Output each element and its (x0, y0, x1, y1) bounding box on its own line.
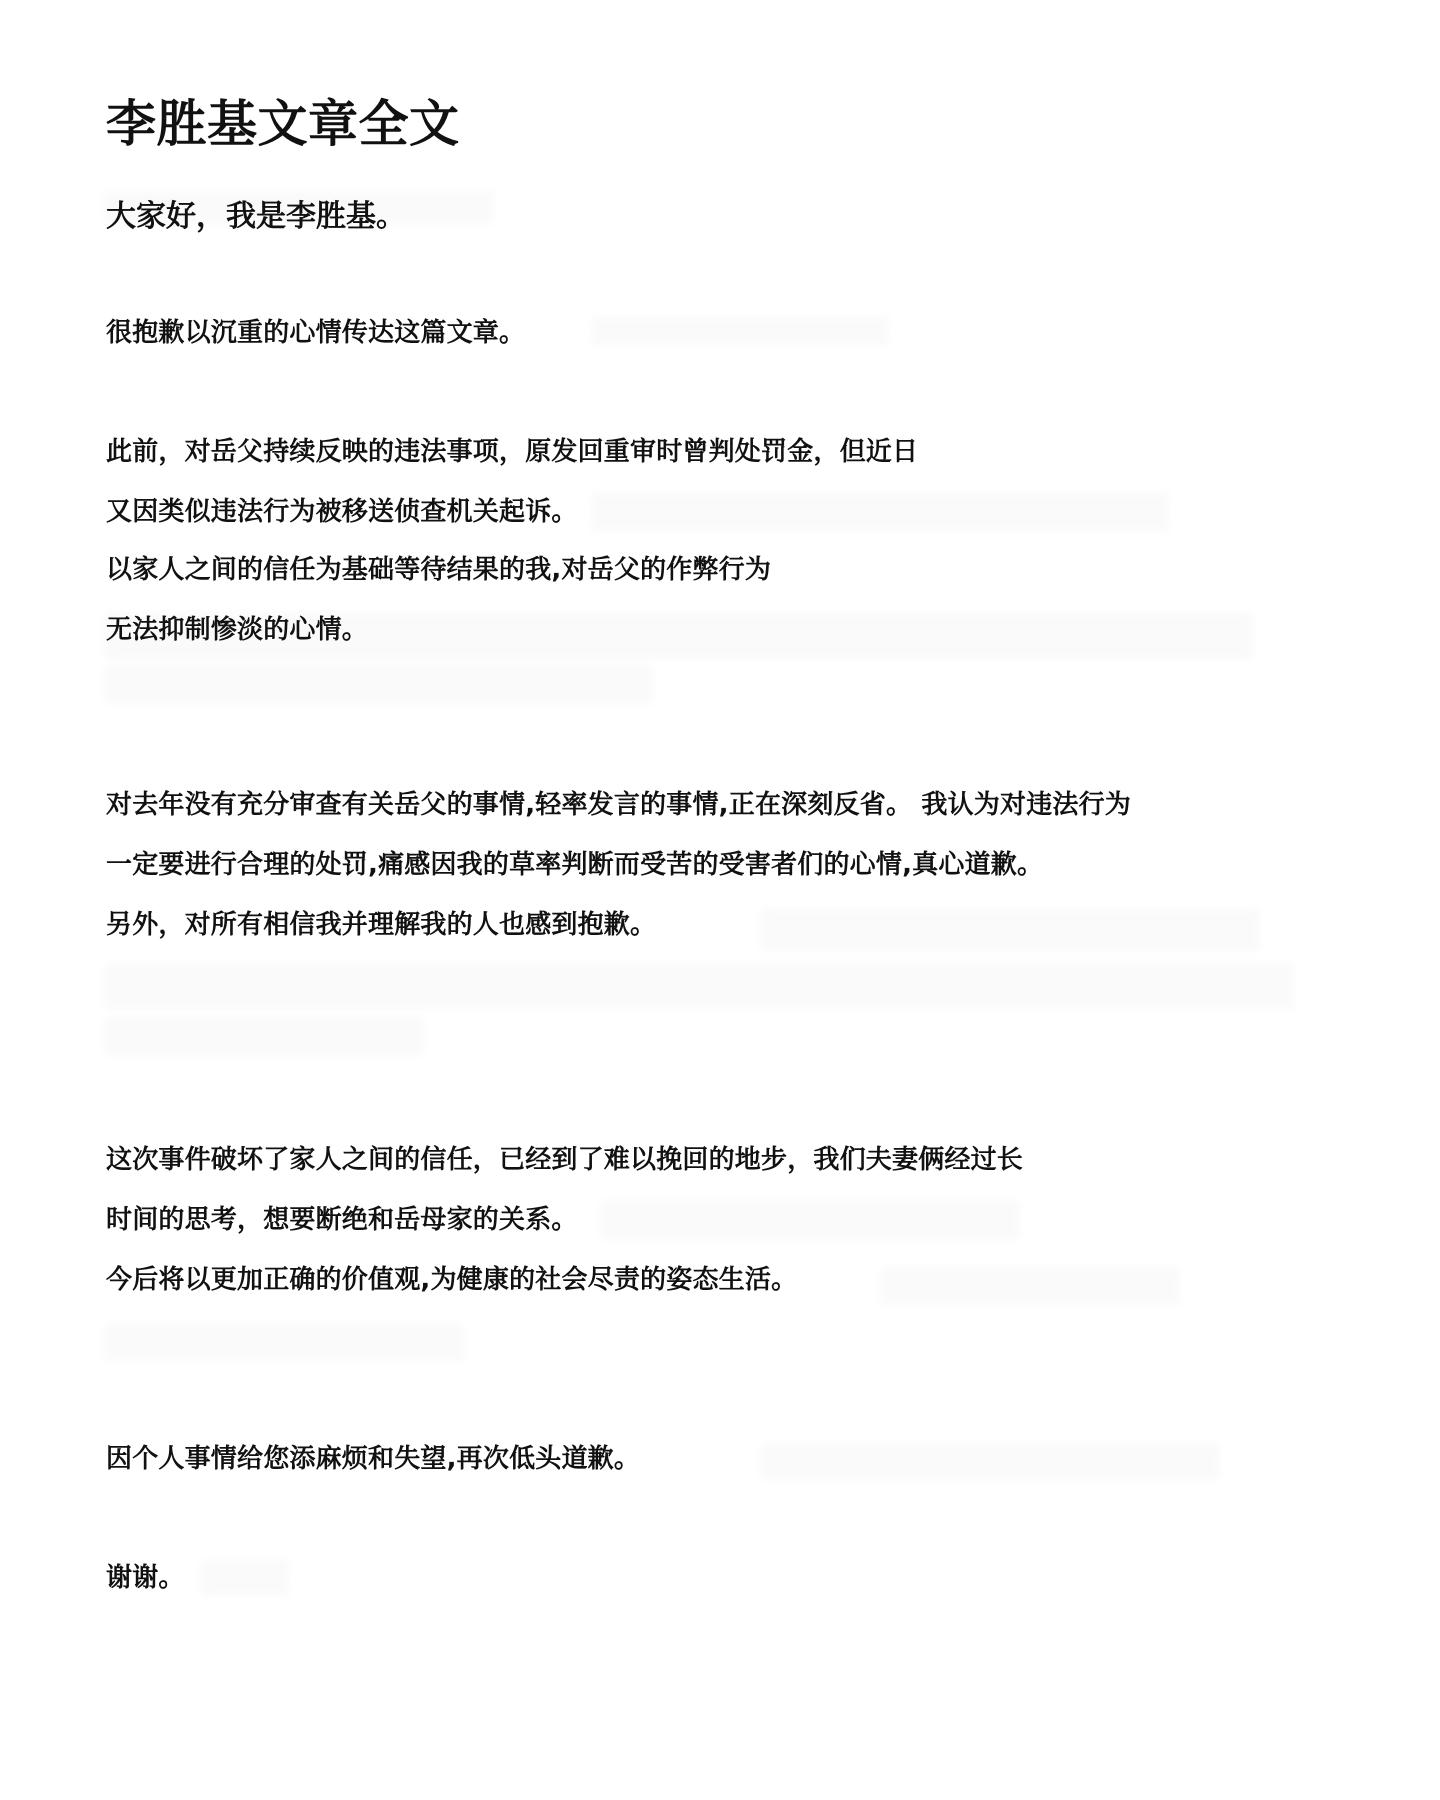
faded-text-remnant (590, 492, 1170, 532)
faded-text-remnant (200, 1560, 290, 1596)
paragraph-line: 因个人事情给您添麻烦和失望,再次低头道歉。 (106, 1444, 641, 1474)
paragraph-line: 今后将以更加正确的价值观,为健康的社会尽责的姿态生活。 (106, 1265, 798, 1295)
paragraph-line: 另外，对所有相信我并理解我的人也感到抱歉。 (106, 910, 657, 940)
faded-text-remnant (590, 316, 890, 346)
document-title: 李胜基文章全文 (106, 95, 460, 153)
greeting-line: 大家好，我是李胜基。 (106, 199, 406, 234)
faded-text-remnant (104, 664, 654, 704)
faded-text-remnant (760, 908, 1260, 952)
faded-text-remnant (880, 1266, 1180, 1306)
faded-text-remnant (760, 1442, 1220, 1480)
paragraph-line: 此前，对岳父持续反映的违法事项，原发回重审时曾判处罚金，但近日 (106, 437, 919, 467)
paragraph-line: 又因类似违法行为被移送侦查机关起诉。 (106, 497, 578, 527)
paragraph-line: 以家人之间的信任为基础等待结果的我,对岳父的作弊行为 (106, 555, 772, 585)
closing-line: 谢谢。 (106, 1563, 185, 1593)
paragraph-line: 对去年没有充分审查有关岳父的事情,轻率发言的事情,正在深刻反省。 我认为对违法行为 (106, 790, 1132, 820)
paragraph-line: 很抱歉以沉重的心情传达这篇文章。 (106, 318, 526, 348)
faded-text-remnant (104, 1322, 464, 1362)
faded-text-remnant (104, 962, 1294, 1010)
paragraph-line: 无法抑制惨淡的心情。 (106, 615, 369, 645)
paragraph-line: 时间的思考，想要断绝和岳母家的关系。 (106, 1205, 578, 1235)
faded-text-remnant (600, 1200, 1020, 1240)
paragraph-line: 一定要进行合理的处罚,痛感因我的草率判断而受苦的受害者们的心情,真心道歉。 (106, 850, 1044, 880)
paragraph-line: 这次事件破坏了家人之间的信任，已经到了难以挽回的地步，我们夫妻俩经过长 (106, 1145, 1024, 1175)
faded-text-remnant (104, 1016, 424, 1056)
